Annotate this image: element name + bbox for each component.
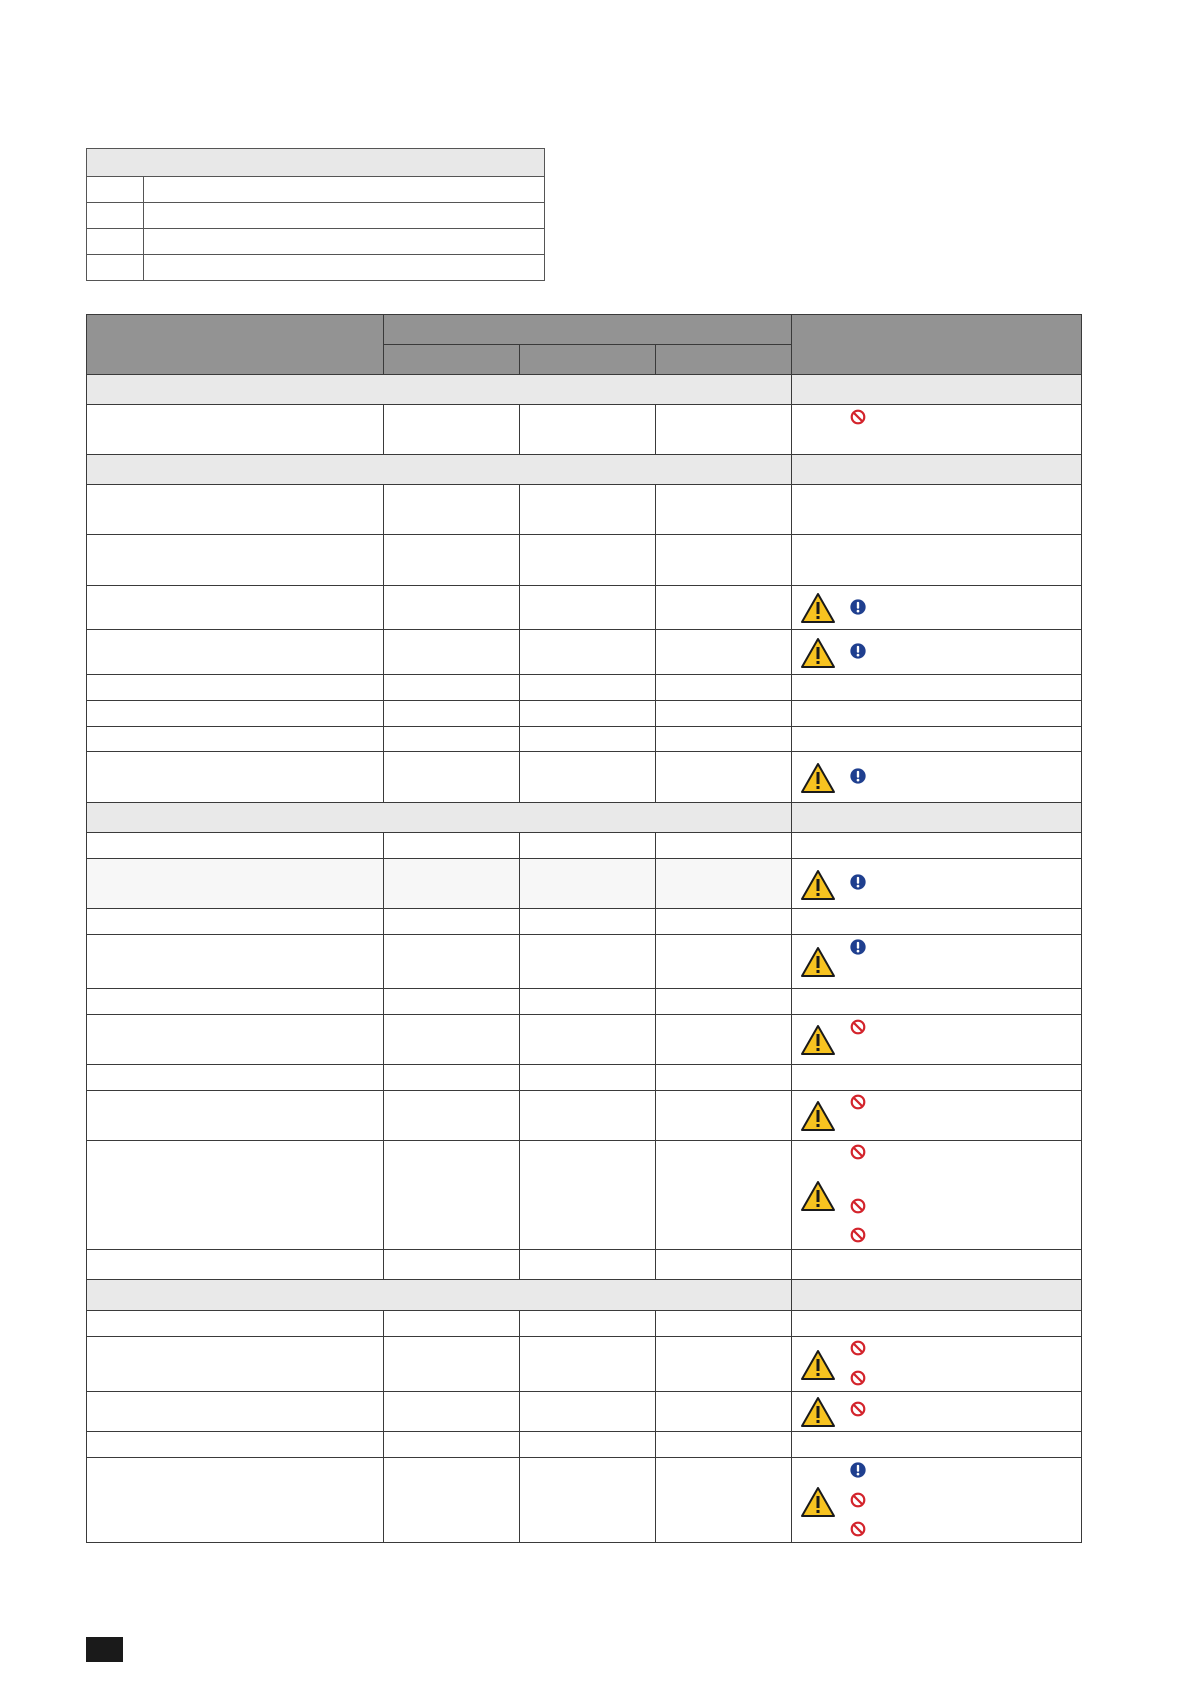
cell xyxy=(87,1432,384,1458)
section-cell xyxy=(87,1280,792,1311)
cell xyxy=(87,833,384,859)
cell xyxy=(384,1065,520,1091)
cell xyxy=(656,701,792,727)
cell xyxy=(656,752,792,803)
cell xyxy=(87,935,384,989)
section-row xyxy=(87,375,1082,405)
section-cell xyxy=(87,455,792,485)
cell xyxy=(384,405,520,455)
cell xyxy=(384,1250,520,1280)
cell xyxy=(384,1432,520,1458)
cell xyxy=(656,1141,792,1250)
table-row xyxy=(87,989,1082,1015)
cell xyxy=(656,630,792,675)
cell xyxy=(520,1311,656,1337)
table-row xyxy=(87,1091,1082,1141)
warning-triangle-icon xyxy=(800,1024,836,1056)
cell xyxy=(656,535,792,586)
legend-header-cell xyxy=(87,149,545,177)
cell xyxy=(520,675,656,701)
page-number-block xyxy=(86,1637,123,1662)
cell xyxy=(87,1250,384,1280)
notes-cell xyxy=(792,535,1082,586)
cell xyxy=(656,1432,792,1458)
notes-cell xyxy=(792,935,1082,989)
legend-value-cell xyxy=(144,177,545,203)
notes-cell xyxy=(792,485,1082,535)
cell xyxy=(520,1458,656,1543)
cell xyxy=(384,675,520,701)
cell xyxy=(656,1311,792,1337)
cell xyxy=(656,1091,792,1141)
cell xyxy=(520,752,656,803)
cell xyxy=(520,909,656,935)
prohibit-icon xyxy=(849,1491,867,1509)
cell xyxy=(384,727,520,752)
cell xyxy=(384,935,520,989)
legend-key-cell xyxy=(87,255,144,281)
section-row xyxy=(87,1280,1082,1311)
notes-cell xyxy=(792,1458,1082,1543)
cell xyxy=(384,535,520,586)
table-row xyxy=(87,935,1082,989)
section-row xyxy=(87,803,1082,833)
cell xyxy=(87,1015,384,1065)
caution-icon xyxy=(849,873,867,891)
cell xyxy=(656,675,792,701)
table-row xyxy=(87,405,1082,455)
legend-row xyxy=(87,203,545,229)
warning-triangle-icon xyxy=(800,946,836,978)
table-row xyxy=(87,1015,1082,1065)
warning-triangle-icon xyxy=(800,869,836,901)
cell xyxy=(520,859,656,909)
cell xyxy=(520,1091,656,1141)
cell xyxy=(656,859,792,909)
notes-cell xyxy=(792,1250,1082,1280)
cell xyxy=(656,1065,792,1091)
warning-triangle-icon xyxy=(800,1486,836,1518)
prohibit-icon xyxy=(849,1520,867,1538)
header-cell-notes xyxy=(792,315,1082,375)
section-notes-cell xyxy=(792,455,1082,485)
table-row xyxy=(87,675,1082,701)
prohibit-icon xyxy=(849,1226,867,1244)
cell xyxy=(87,701,384,727)
legend-row xyxy=(87,177,545,203)
cell xyxy=(87,727,384,752)
cell xyxy=(384,1141,520,1250)
cell xyxy=(520,1015,656,1065)
cell xyxy=(87,1141,384,1250)
notes-cell xyxy=(792,989,1082,1015)
cell xyxy=(520,405,656,455)
cell xyxy=(87,989,384,1015)
table-row xyxy=(87,727,1082,752)
table-row xyxy=(87,1458,1082,1543)
cell xyxy=(384,1311,520,1337)
notes-cell xyxy=(792,1065,1082,1091)
cell xyxy=(656,405,792,455)
cell xyxy=(87,405,384,455)
notes-cell xyxy=(792,859,1082,909)
table-row xyxy=(87,701,1082,727)
notes-cell xyxy=(792,630,1082,675)
table-row xyxy=(87,909,1082,935)
cell xyxy=(656,1337,792,1392)
cell xyxy=(87,1392,384,1432)
notes-cell xyxy=(792,1015,1082,1065)
table-row xyxy=(87,535,1082,586)
cell xyxy=(384,1392,520,1432)
legend-key-cell xyxy=(87,203,144,229)
cell xyxy=(656,727,792,752)
section-notes-cell xyxy=(792,803,1082,833)
cell xyxy=(87,1091,384,1141)
cell xyxy=(87,485,384,535)
cell xyxy=(520,485,656,535)
cell xyxy=(656,909,792,935)
warning-triangle-icon xyxy=(800,592,836,624)
warning-triangle-icon xyxy=(800,762,836,794)
cell xyxy=(384,485,520,535)
cell xyxy=(384,989,520,1015)
cell xyxy=(656,1458,792,1543)
cell xyxy=(384,833,520,859)
cell xyxy=(87,1458,384,1543)
cell xyxy=(384,586,520,630)
prohibit-icon xyxy=(849,1143,867,1161)
cell xyxy=(520,1065,656,1091)
cell xyxy=(520,630,656,675)
subheader-cell xyxy=(656,345,792,375)
prohibit-icon xyxy=(849,1400,867,1418)
notes-cell xyxy=(792,1311,1082,1337)
cell xyxy=(384,859,520,909)
caution-icon xyxy=(849,767,867,785)
warning-triangle-icon xyxy=(800,1349,836,1381)
cell xyxy=(656,935,792,989)
cell xyxy=(656,833,792,859)
section-row xyxy=(87,455,1082,485)
cell xyxy=(520,1250,656,1280)
cell xyxy=(87,535,384,586)
warning-triangle-icon xyxy=(800,1396,836,1428)
warning-triangle-icon xyxy=(800,1180,836,1212)
warning-triangle-icon xyxy=(800,637,836,669)
subheader-cell xyxy=(384,345,520,375)
notes-cell xyxy=(792,586,1082,630)
table-row xyxy=(87,1337,1082,1392)
table-row xyxy=(87,859,1082,909)
notes-cell xyxy=(792,727,1082,752)
cell xyxy=(87,752,384,803)
cell xyxy=(520,701,656,727)
cell xyxy=(87,1337,384,1392)
header-cell-item xyxy=(87,315,384,375)
section-cell xyxy=(87,803,792,833)
table-row xyxy=(87,1311,1082,1337)
section-cell xyxy=(87,375,792,405)
header-cell-group xyxy=(384,315,792,345)
warning-triangle-icon xyxy=(800,1100,836,1132)
cell xyxy=(384,630,520,675)
legend-row xyxy=(87,229,545,255)
prohibit-icon xyxy=(849,1197,867,1215)
table-row xyxy=(87,1432,1082,1458)
notes-cell xyxy=(792,1392,1082,1432)
notes-cell xyxy=(792,675,1082,701)
legend-header-row xyxy=(87,149,545,177)
prohibit-icon xyxy=(849,408,867,426)
notes-cell xyxy=(792,1432,1082,1458)
cell xyxy=(384,1458,520,1543)
table-row xyxy=(87,630,1082,675)
subheader-cell xyxy=(520,345,656,375)
notes-cell xyxy=(792,701,1082,727)
cell xyxy=(520,1337,656,1392)
cell xyxy=(384,909,520,935)
caution-icon xyxy=(849,642,867,660)
cell xyxy=(520,935,656,989)
prohibit-icon xyxy=(849,1018,867,1036)
cell xyxy=(520,989,656,1015)
header-row xyxy=(87,315,1082,345)
cell xyxy=(384,701,520,727)
cell xyxy=(87,909,384,935)
legend-row xyxy=(87,255,545,281)
notes-cell xyxy=(792,405,1082,455)
cell xyxy=(520,1392,656,1432)
section-notes-cell xyxy=(792,375,1082,405)
table-row xyxy=(87,1250,1082,1280)
cell xyxy=(656,1392,792,1432)
cell xyxy=(520,1432,656,1458)
cell xyxy=(87,1311,384,1337)
legend-value-cell xyxy=(144,203,545,229)
table-row xyxy=(87,586,1082,630)
table-row xyxy=(87,1392,1082,1432)
legend-value-cell xyxy=(144,229,545,255)
caution-icon xyxy=(849,598,867,616)
cell xyxy=(520,727,656,752)
cell xyxy=(520,535,656,586)
cell xyxy=(87,586,384,630)
cell xyxy=(384,1091,520,1141)
cell xyxy=(656,989,792,1015)
notes-cell xyxy=(792,1091,1082,1141)
cell xyxy=(520,1141,656,1250)
cell xyxy=(87,1065,384,1091)
prohibit-icon xyxy=(849,1369,867,1387)
cell xyxy=(656,586,792,630)
cell xyxy=(520,586,656,630)
table-row xyxy=(87,1065,1082,1091)
table-row xyxy=(87,1141,1082,1250)
prohibit-icon xyxy=(849,1339,867,1357)
legend-key-cell xyxy=(87,177,144,203)
main-table xyxy=(86,314,1082,1543)
caution-icon xyxy=(849,1461,867,1479)
notes-cell xyxy=(792,1141,1082,1250)
notes-cell xyxy=(792,752,1082,803)
notes-cell xyxy=(792,1337,1082,1392)
legend-value-cell xyxy=(144,255,545,281)
cell xyxy=(656,485,792,535)
caution-icon xyxy=(849,938,867,956)
cell xyxy=(384,752,520,803)
cell xyxy=(384,1337,520,1392)
table-row xyxy=(87,752,1082,803)
prohibit-icon xyxy=(849,1093,867,1111)
legend-table xyxy=(86,148,545,281)
cell xyxy=(87,675,384,701)
cell xyxy=(87,630,384,675)
notes-cell xyxy=(792,909,1082,935)
section-notes-cell xyxy=(792,1280,1082,1311)
table-row xyxy=(87,833,1082,859)
cell xyxy=(656,1250,792,1280)
cell xyxy=(384,1015,520,1065)
legend-key-cell xyxy=(87,229,144,255)
table-row xyxy=(87,485,1082,535)
notes-cell xyxy=(792,833,1082,859)
cell xyxy=(520,833,656,859)
cell xyxy=(656,1015,792,1065)
cell xyxy=(87,859,384,909)
